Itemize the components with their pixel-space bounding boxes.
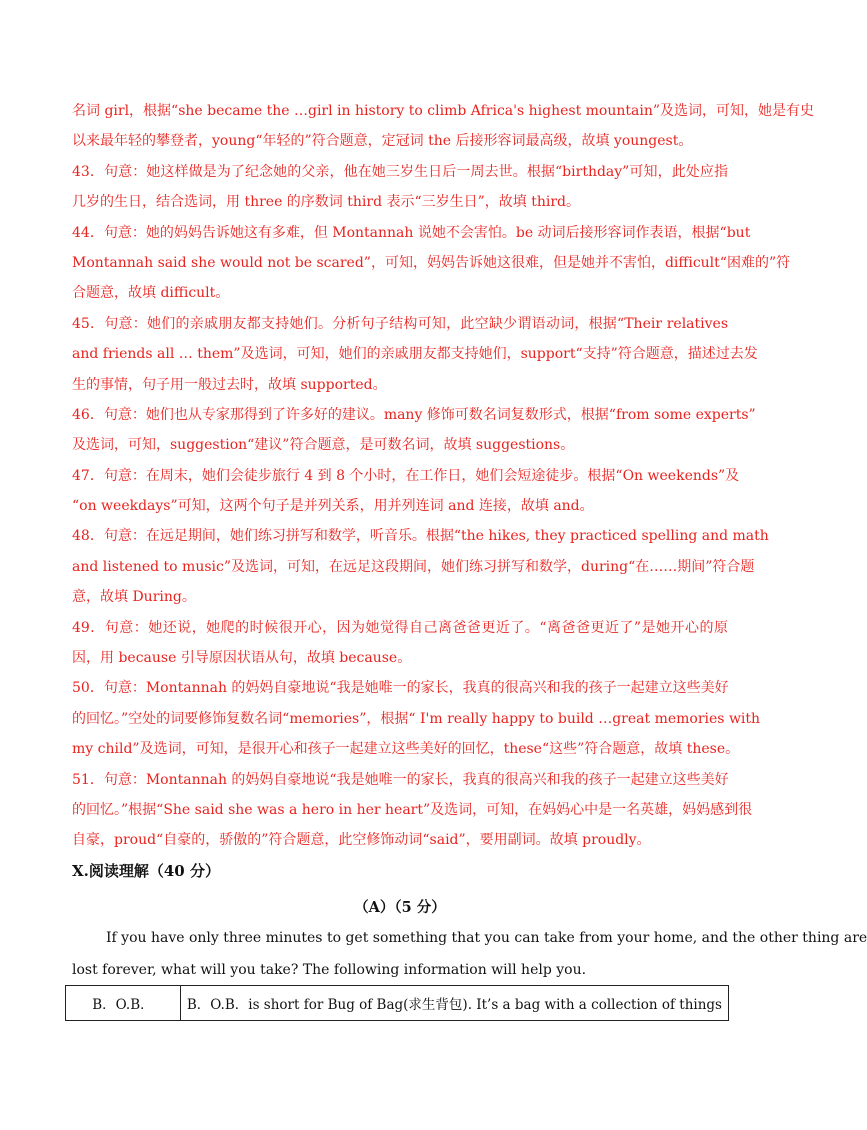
answer-line: 49．句意：她还说，她爬的时候很开心，因为她觉得自己离爸爸更近了。“离爸爸更近了”是她开心的原	[72, 619, 728, 636]
answer-line: 44．句意：她的妈妈告诉她这有多难，但 Montannah 说她不会害怕。be 动词后接形容词作表语，根据“but	[72, 224, 751, 241]
subsection-title: （A）（5 分）	[354, 899, 446, 916]
answer-explanations	[72, 96, 815, 856]
answer-line: 47．句意：在周末，她们会徒步旅行 4 到 8 个小时，在工作日，她们会短途徒步。根据“On weekends”及	[72, 467, 740, 484]
answer-line: 的回忆。”空处的词要修饰复数名词“memories”，根据“ I'm really happy to build …great memories with	[72, 710, 761, 727]
table-cell-description: B．O.B．is short for Bug of Bag(求生背包). It’s a bag with a collection of things	[180, 986, 728, 1021]
answer-line: 46．句意：她们也从专家那得到了许多好的建议。many 修饰可数名词复数形式，根据“from some experts”	[72, 406, 756, 423]
answer-line: 合题意，故填 difficult。	[72, 285, 230, 302]
answer-line: 名词 girl，根据“she became the …girl in history to climb Africa's highest mountain”及选词，可知，她是有史	[72, 103, 815, 119]
answer-line: 的回忆。”根据“She said she was a hero in her heart”及选词，可知，在妈妈心中是一名英雄，妈妈感到很	[72, 801, 753, 818]
table-row	[66, 986, 729, 1021]
answer-line: my child”及选词，可知，是很开心和孩子一起建立这些美好的回忆，these“这些”符合题意，故填 these。	[72, 741, 740, 758]
answer-line: 50．句意：Montannah 的妈妈自豪地说“我是她唯一的家长，我真的很高兴和我的孩子一起建立这些美好	[72, 680, 729, 697]
answer-line: 及选词，可知，suggestion“建议”符合题意，是可数名词，故填 suggestions。	[72, 437, 575, 454]
answer-line: 生的事情，句子用一般过去时，故填 supported。	[72, 376, 387, 393]
answer-line: 自豪，proud“自豪的，骄傲的”符合题意，此空修饰动词“said”，要用副词。故填 proudly。	[72, 832, 651, 849]
reading-passage	[72, 922, 867, 986]
answer-line: 43．句意：她这样做是为了纪念她的父亲，他在她三岁生日后一周去世。根据“birthday”可知，此处应指	[72, 163, 728, 180]
answer-line: and listened to music”及选词，可知，在远足这段期间，她们练习拼写和数学，during“在……期间”符合题	[72, 558, 755, 575]
answer-line: Montannah said she would not be scared”，可知，妈妈告诉她这很难，但是她并不害怕，difficult“困难的”符	[72, 254, 791, 271]
answer-line: 以来最年轻的攀登者，young“年轻的”符合题意，定冠词 the 后接形容词最高级，故填 youngest。	[72, 133, 693, 150]
answer-line: 几岁的生日，结合选词，用 three 的序数词 third 表示“三岁生日”，故填 third。	[72, 194, 581, 211]
answer-line: “on weekdays”可知，这两个句子是并列关系，用并列连词 and 连接，故填 and。	[72, 498, 594, 515]
info-table	[65, 985, 729, 1021]
answer-line: and friends all … them”及选词，可知，她们的亲戚朋友都支持她们，support“支持”符合题意，描述过去发	[72, 346, 758, 363]
passage-line: If you have only three minutes to get something that you can take from your home, and the other thing are	[106, 930, 867, 946]
passage-line: lost forever, what will you take? The following information will help you.	[72, 962, 587, 978]
table-cell-term: B．O.B．	[66, 986, 181, 1021]
answer-line: 51．句意：Montannah 的妈妈自豪地说“我是她唯一的家长，我真的很高兴和我的孩子一起建立这些美好	[72, 771, 729, 788]
answer-line: 意，故填 During。	[72, 589, 196, 606]
answer-line: 因，用 because 引导原因状语从句，故填 because。	[72, 650, 412, 667]
section-title: X.阅读理解（40 分）	[72, 862, 220, 880]
answer-line: 48．句意：在远足期间，她们练习拼写和数学，听音乐。根据“the hikes, they practiced spelling and math	[72, 528, 769, 545]
answer-line: 45．句意：她们的亲戚朋友都支持她们。分析句子结构可知，此空缺少谓语动词，根据“Their relatives	[72, 315, 728, 332]
